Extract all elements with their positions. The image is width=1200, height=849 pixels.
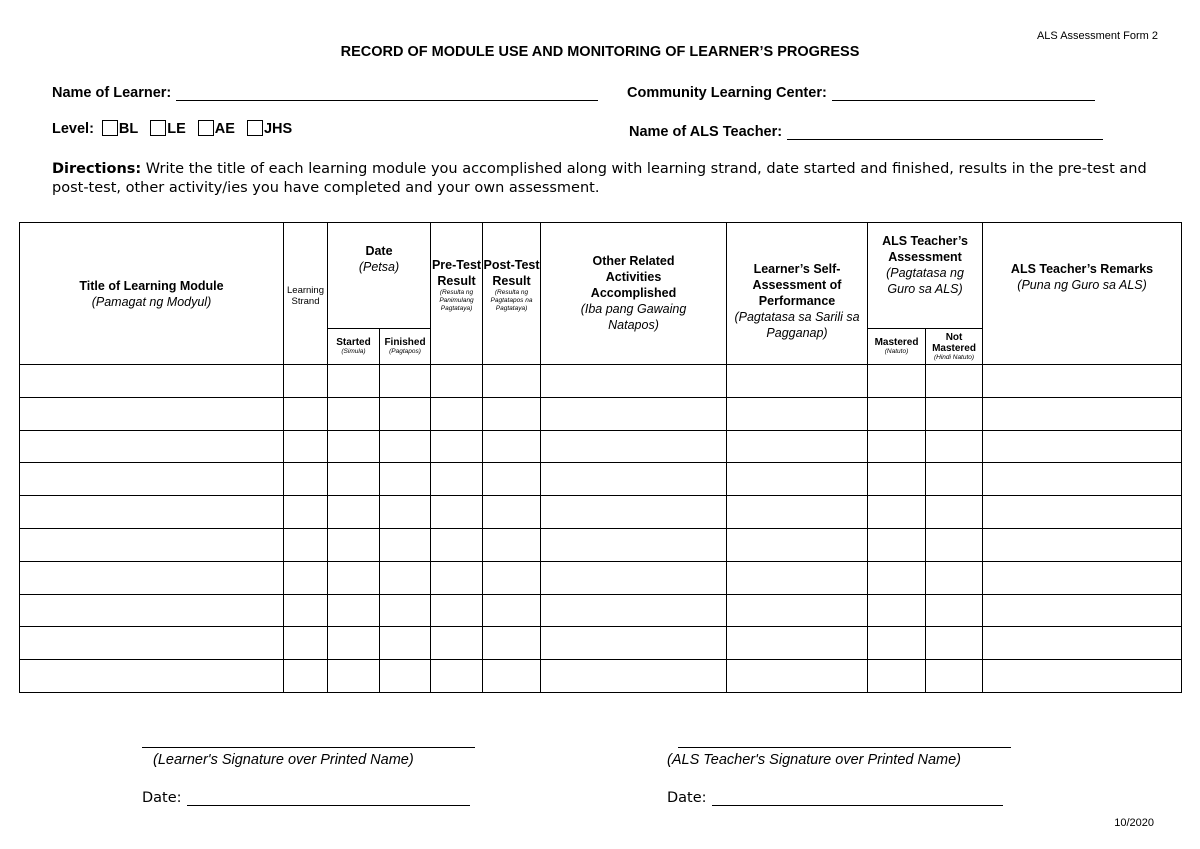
header-title-label: Title of Learning Module <box>79 278 224 293</box>
table-cell[interactable] <box>20 561 284 594</box>
learner-name-label: Name of Learner: <box>52 85 172 101</box>
table-cell[interactable] <box>284 430 328 463</box>
table-cell[interactable] <box>541 561 727 594</box>
table-cell[interactable] <box>541 365 727 398</box>
table-cell[interactable] <box>926 365 983 398</box>
table-cell[interactable] <box>868 365 926 398</box>
table-cell[interactable] <box>431 528 483 561</box>
table-cell[interactable] <box>284 365 328 398</box>
table-cell[interactable] <box>926 463 983 496</box>
table-cell[interactable] <box>868 496 926 529</box>
table-cell[interactable] <box>483 528 541 561</box>
table-row <box>20 463 1182 496</box>
table-cell[interactable] <box>431 594 483 627</box>
table-cell[interactable] <box>328 594 380 627</box>
header-teacher-sub: (Pagtatasa ng Guro sa ALS) <box>886 266 964 296</box>
directions-label: Directions: <box>52 161 142 177</box>
table-cell[interactable] <box>328 463 380 496</box>
header-date-label: Date <box>365 244 393 258</box>
table-cell[interactable] <box>868 660 926 693</box>
table-cell[interactable] <box>328 561 380 594</box>
table-cell[interactable] <box>727 496 868 529</box>
checkbox-icon[interactable] <box>198 120 214 136</box>
table-cell[interactable] <box>431 660 483 693</box>
progress-table <box>19 222 1182 693</box>
level-option-jhs[interactable] <box>247 121 292 137</box>
table-cell[interactable] <box>983 463 1182 496</box>
table-cell[interactable] <box>727 660 868 693</box>
table-row <box>20 561 1182 594</box>
table-cell[interactable] <box>20 397 284 430</box>
table-body <box>20 365 1182 693</box>
table-cell[interactable] <box>483 397 541 430</box>
table-cell[interactable] <box>20 430 284 463</box>
table-cell[interactable] <box>727 430 868 463</box>
table-cell[interactable] <box>328 496 380 529</box>
table-cell[interactable] <box>868 463 926 496</box>
table-cell[interactable] <box>431 627 483 660</box>
table-cell[interactable] <box>431 561 483 594</box>
table-cell[interactable] <box>727 463 868 496</box>
table-cell[interactable] <box>483 561 541 594</box>
form-tag: ALS Assessment Form 2 <box>1036 30 1158 42</box>
learner-date-line[interactable] <box>187 791 470 806</box>
table-cell[interactable] <box>926 594 983 627</box>
learner-date-field <box>142 790 470 806</box>
table-cell[interactable] <box>926 430 983 463</box>
table-cell[interactable] <box>541 397 727 430</box>
table-cell[interactable] <box>380 365 431 398</box>
header-other-activities <box>541 223 727 365</box>
teacher-date-label: Date: <box>667 790 707 806</box>
table-cell[interactable] <box>284 528 328 561</box>
table-row <box>20 397 1182 430</box>
level-label: Level: <box>52 121 94 137</box>
table-cell[interactable] <box>727 627 868 660</box>
table-cell[interactable] <box>483 430 541 463</box>
table-cell[interactable] <box>328 660 380 693</box>
learner-signature-label: (Learner's Signature over Printed Name) <box>153 752 414 768</box>
table-cell[interactable] <box>284 627 328 660</box>
table-cell[interactable] <box>983 365 1182 398</box>
table-row <box>20 627 1182 660</box>
table-cell[interactable] <box>983 660 1182 693</box>
table-cell[interactable] <box>727 528 868 561</box>
header-date <box>328 223 431 329</box>
table-cell[interactable] <box>541 496 727 529</box>
header-posttest <box>483 223 541 365</box>
header-finished-label: Finished <box>384 337 426 348</box>
table-cell[interactable] <box>431 496 483 529</box>
directions-text: Write the title of each learning module you accomplished along with learning strand, date started and finished, results in the pre-test and post-test, other activity/ies you have completed and your own assessment. <box>52 161 1147 196</box>
header-remarks-sub: (Puna ng Guro sa ALS) <box>1017 278 1147 292</box>
table-cell[interactable] <box>483 365 541 398</box>
header-other-label: Other Related Activities Accomplished <box>590 254 677 300</box>
table-cell[interactable] <box>727 397 868 430</box>
learner-signature-line[interactable] <box>142 747 475 748</box>
table-cell[interactable] <box>926 627 983 660</box>
table-cell[interactable] <box>983 496 1182 529</box>
table-cell[interactable] <box>20 496 284 529</box>
header-remarks <box>983 223 1182 365</box>
table-cell[interactable] <box>541 594 727 627</box>
header-posttest-label: Post-Test Result <box>483 258 540 288</box>
checkbox-icon[interactable] <box>247 120 263 136</box>
table-cell[interactable] <box>483 627 541 660</box>
header-mastered-sub: (Natuto) <box>884 348 909 355</box>
table-cell[interactable] <box>483 496 541 529</box>
table-row <box>20 365 1182 398</box>
table-cell[interactable] <box>284 594 328 627</box>
header-not-mastered <box>926 329 983 365</box>
table-cell[interactable] <box>284 561 328 594</box>
checkbox-icon[interactable] <box>150 120 166 136</box>
level-option-label: BL <box>118 121 139 137</box>
table-cell[interactable] <box>868 397 926 430</box>
table-cell[interactable] <box>541 627 727 660</box>
learner-date-label: Date: <box>142 790 182 806</box>
header-strand-label: Learning Strand <box>287 284 324 307</box>
header-started-sub: (Simula) <box>341 348 366 355</box>
level-option-ae[interactable] <box>198 121 235 137</box>
table-cell[interactable] <box>20 660 284 693</box>
header-finished <box>380 329 431 365</box>
table-cell[interactable] <box>284 397 328 430</box>
table-cell[interactable] <box>727 561 868 594</box>
table-cell[interactable] <box>926 528 983 561</box>
clc-line[interactable] <box>832 86 1095 101</box>
header-mastered-label: Mastered <box>874 337 919 348</box>
table-cell[interactable] <box>20 365 284 398</box>
checkbox-icon[interactable] <box>102 120 118 136</box>
table-cell[interactable] <box>380 660 431 693</box>
table-cell[interactable] <box>328 528 380 561</box>
level-option-label: JHS <box>263 121 293 137</box>
header-teacher-assessment <box>868 223 983 329</box>
header-posttest-sub: (Resulta ng Pagtatapos na Pagtataya) <box>490 289 533 312</box>
learner-name-field <box>52 85 598 101</box>
table-cell[interactable] <box>431 430 483 463</box>
table-cell[interactable] <box>983 528 1182 561</box>
clc-field <box>627 85 1095 101</box>
level-option-bl[interactable] <box>102 121 138 137</box>
table-row <box>20 594 1182 627</box>
teacher-name-label: Name of ALS Teacher: <box>629 124 783 140</box>
header-not-mastered-label: Not Mastered <box>932 331 976 354</box>
header-pretest-sub: (Resulta ng Panimulang Pagtataya) <box>439 289 474 312</box>
level-option-label: LE <box>167 121 186 137</box>
table-cell[interactable] <box>926 496 983 529</box>
table-cell[interactable] <box>483 660 541 693</box>
page-title: RECORD OF MODULE USE AND MONITORING OF LEARNER’S PROGRESS <box>340 44 860 60</box>
header-other-sub: (Iba pang Gawaing Natapos) <box>580 302 687 332</box>
header-started <box>328 329 380 365</box>
table-cell[interactable] <box>431 397 483 430</box>
table-cell[interactable] <box>380 627 431 660</box>
table-row <box>20 528 1182 561</box>
header-not-mastered-sub: (Hindi Natuto) <box>933 353 975 361</box>
teacher-date-line[interactable] <box>712 791 1003 806</box>
table-cell[interactable] <box>868 528 926 561</box>
table-row <box>20 430 1182 463</box>
header-teacher-label: ALS Teacher’s Assessment <box>882 234 968 264</box>
level-option-label: AE <box>214 121 235 137</box>
table-cell[interactable] <box>541 430 727 463</box>
table-cell[interactable] <box>983 594 1182 627</box>
table-cell[interactable] <box>328 430 380 463</box>
teacher-signature-line[interactable] <box>678 747 1011 748</box>
table-cell[interactable] <box>483 463 541 496</box>
teacher-name-field <box>629 124 1103 140</box>
table-cell[interactable] <box>380 397 431 430</box>
table-cell[interactable] <box>727 594 868 627</box>
table-cell[interactable] <box>983 397 1182 430</box>
header-title <box>20 223 284 365</box>
table-cell[interactable] <box>926 561 983 594</box>
table-row <box>20 496 1182 529</box>
header-self-label: Learner’s Self-Assessment of Performance <box>752 262 842 308</box>
table-cell[interactable] <box>380 561 431 594</box>
table-cell[interactable] <box>328 397 380 430</box>
table-cell[interactable] <box>380 594 431 627</box>
teacher-signature-label: (ALS Teacher's Signature over Printed Name) <box>667 752 961 768</box>
table-cell[interactable] <box>328 627 380 660</box>
learner-name-line[interactable] <box>176 86 598 101</box>
header-self-assessment <box>727 223 868 365</box>
header-self-sub: (Pagtatasa sa Sarili sa Pagganap) <box>734 310 860 340</box>
table-cell[interactable] <box>983 561 1182 594</box>
table-cell[interactable] <box>868 430 926 463</box>
clc-label: Community Learning Center: <box>627 85 827 101</box>
table-cell[interactable] <box>541 660 727 693</box>
table-cell[interactable] <box>868 561 926 594</box>
header-title-sub: (Pamagat ng Modyul) <box>91 294 212 309</box>
table-cell[interactable] <box>380 430 431 463</box>
header-date-sub: (Petsa) <box>358 260 400 274</box>
table-cell[interactable] <box>328 365 380 398</box>
footer-date: 10/2020 <box>1114 817 1154 829</box>
table-cell[interactable] <box>983 627 1182 660</box>
table-cell[interactable] <box>20 528 284 561</box>
table-cell[interactable] <box>20 627 284 660</box>
table-cell[interactable] <box>380 528 431 561</box>
table-cell[interactable] <box>284 496 328 529</box>
teacher-date-field <box>667 790 1003 806</box>
table-cell[interactable] <box>926 660 983 693</box>
table-cell[interactable] <box>431 365 483 398</box>
table-cell[interactable] <box>926 397 983 430</box>
table-cell[interactable] <box>380 463 431 496</box>
header-pretest-label: Pre-Test Result <box>431 258 482 288</box>
header-mastered <box>868 329 926 365</box>
directions <box>52 160 1172 198</box>
table-cell[interactable] <box>284 463 328 496</box>
table-cell[interactable] <box>483 594 541 627</box>
table-cell[interactable] <box>380 496 431 529</box>
header-strand <box>284 223 328 365</box>
teacher-name-line[interactable] <box>787 125 1103 140</box>
table-cell[interactable] <box>431 463 483 496</box>
header-pretest <box>431 223 483 365</box>
level-option-le[interactable] <box>150 121 186 137</box>
table-cell[interactable] <box>983 430 1182 463</box>
table-cell[interactable] <box>727 365 868 398</box>
header-finished-sub: (Pagtapos) <box>389 348 421 355</box>
table-cell[interactable] <box>541 528 727 561</box>
table-cell[interactable] <box>20 463 284 496</box>
header-remarks-label: ALS Teacher’s Remarks <box>1010 262 1154 276</box>
table-cell[interactable] <box>284 660 328 693</box>
table-cell[interactable] <box>541 463 727 496</box>
table-cell[interactable] <box>868 627 926 660</box>
header-started-label: Started <box>336 337 371 348</box>
table-cell[interactable] <box>20 594 284 627</box>
table-cell[interactable] <box>868 594 926 627</box>
table-row <box>20 660 1182 693</box>
level-field <box>52 121 304 137</box>
